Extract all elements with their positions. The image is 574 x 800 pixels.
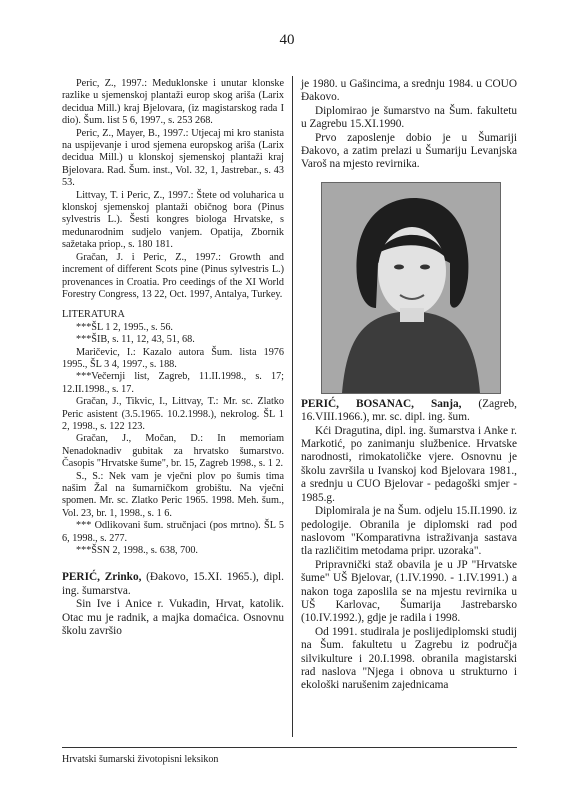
entry-continuation: je 1980. u Gašincima, a srednju 1984. u COUO Đakovo. [301,78,517,104]
literatura-item: ***ŠL 1 2, 1995., s. 56. [76,321,173,333]
literatura-item: *** Odlikovani šum. stručnjaci (pos mrtno). ŠL 5 6, 1998., s. 277. [62,520,284,544]
portrait-illustration [322,183,500,393]
footer-title: Hrvatski šumarski životopisni leksikon [62,754,219,765]
right-column [301,78,517,693]
reference-2: Peric, Z., Mayer, B., 1997.: Utjecaj mi kro stanista na uspijevanje i urod sjemena europskog ariša (Larix decidua Mill.) u klonskoj sjemenskoj plantaži kraj Bjelovara. Rad. Šum. inst., Vol. 32, 1, Jastrebar., s. 43 53. [62,127,284,189]
entry-continuation: Diplomirao je šumarstvo na Šum. fakultetu u Zagrebu 15.XI.1990. [301,104,517,131]
entry-heading-rest: (Đakovo, 15.XI. 1965.), dipl. ing. šumarstva. [62,571,284,597]
literatura-item: ***ŠIB, s. 11, 12, 43, 51, 68. [76,334,195,346]
literatura-item: ***ŠSN 2, 1998., s. 638, 700. [76,545,198,557]
entry-body-sanja: Diplomirala je na Šum. odjelu 15.II.1990. iz pedologije. Obranila je diplomski rad pod naslovom "Komparativna istraživanja sastava tla različitim metodama pripr. uzoraka". [301,505,517,558]
entry-heading-rest: (Zagreb, 16.VIII.1966.), mr. sc. dipl. ing. šum. [301,397,517,424]
literatura-item: S., S.: Nek vam je vječni plov po šumis tima našim Žal na šumarničkom grobištu. Na vječni spomen. Mr. sc. Zlatko Peric 1965. 1998. Meh. šum., Vol. 23, br. 1, 1998., s. 1 6. [62,470,284,519]
reference-3: Littvay, T. i Peric, Z., 1997.: Štete od voluharica u klonskoj sjemenskoj plantaži običnog bora (Pinus sylvestris L.). Šesti kongres biologa Hrvatske, s medunarodnim sudjelo vanjem. Opatija, Zbornik sažetaka priop., s. 180 181. [62,189,284,251]
column-divider [292,76,293,737]
page-number: 40 [279,32,295,48]
entry-body-sanja: Kći Dragutina, dipl. ing. šumarstva i Anke r. Markotić, po zanimanju službenice. Hrvatske narodnosti, rimokatoličke vjere. Osnovnu je školu završila u Ivanskoj kod Bjelovara 1981., a srednju u CUO Bjelovar - pedagoški smjer - 1985.g. [301,424,517,504]
literatura-item: ***Večernji list, Zagreb, 11.II.1998., s. 17; 12.II.1998., s. 17. [62,371,284,395]
entry-name-sanja: PERIĆ, BOSANAC, Sanja, [301,397,462,410]
entry-heading-sanja [301,398,517,425]
entry-body-sanja: Pripravnički staž obavila je u JP "Hrvatske šume" UŠ Bjelovar, (1.IV.1990. - 1.IV.1991.) a nakon toga zaposlila se na mjestu revirnika u UŠ Karlovac, Šumarija Jastrebarsko (10.IV.1992.), gdje je radila i 1998. [301,558,517,625]
entry-heading-zrinko [62,571,284,598]
literatura-item: Gračan, J., Močan, D.: In memoriam Nenadoknadiv gubitak za hrvatsko šumarstvo. Časopis "Hrvatske šume", br. 15, Zagreb 1998., s. 1 2. [62,433,284,470]
reference-4: Gračan, J. i Peric, Z., 1997.: Growth and increment of different Scots pine (Pinus sylvestris L.) provenances in Croatia. Pro ceedings of the XI World Forestry Congress, 13 22, Oct. 1997, Antalya, Turkey. [62,251,284,300]
entry-body-zrinko: Sin Ive i Anice r. Vukadin, Hrvat, katolik. Otac mu je radnik, a majka domaćica. Osnovnu školu završio [62,598,284,638]
entry-body-sanja: Od 1991. studirala je poslijediplomski studij na Šum. fakultetu u Zagrebu iz područja silvikulture i 20.I.1998. obranila magistarski rad naslova "Njega i obnova u strukturno i ekološki narušenim zajednicama [301,625,517,692]
portrait-photo [321,182,501,394]
literatura-item: Gračan, J., Tikvic, I., Littvay, T.: Mr. sc. Zlatko Peric asistent (3.5.1965. 10.2.1998.), nekrolog. ŠL 1 2, 1998., s. 122 123. [62,396,284,432]
left-column [62,78,284,638]
literatura-item: Maričevic, I.: Kazalo autora Šum. lista 1976 1995., ŠL 3 4, 1997., s. 188. [62,346,284,370]
literatura-heading: LITERATURA [62,309,125,321]
footer-rule [62,747,517,748]
entry-name-zrinko: PERIĆ, Zrinko, [62,571,142,584]
reference-1: Peric, Z., 1997.: Meduklonske i unutar klonske razlike u sjemenskoj plantaži europ skog ariša (Larix decidua Mill.) kraj Bjelovara, (iz magistarskog rada I dio). Šum. list 5 6, 1997., s. 253 268. [62,78,284,127]
entry-continuation: Prvo zaposlenje dobio je u Šumariji Đakovo, a zatim prelazi u Šumariju Levanjska Varoš na mjesto revirnika. [301,131,517,171]
